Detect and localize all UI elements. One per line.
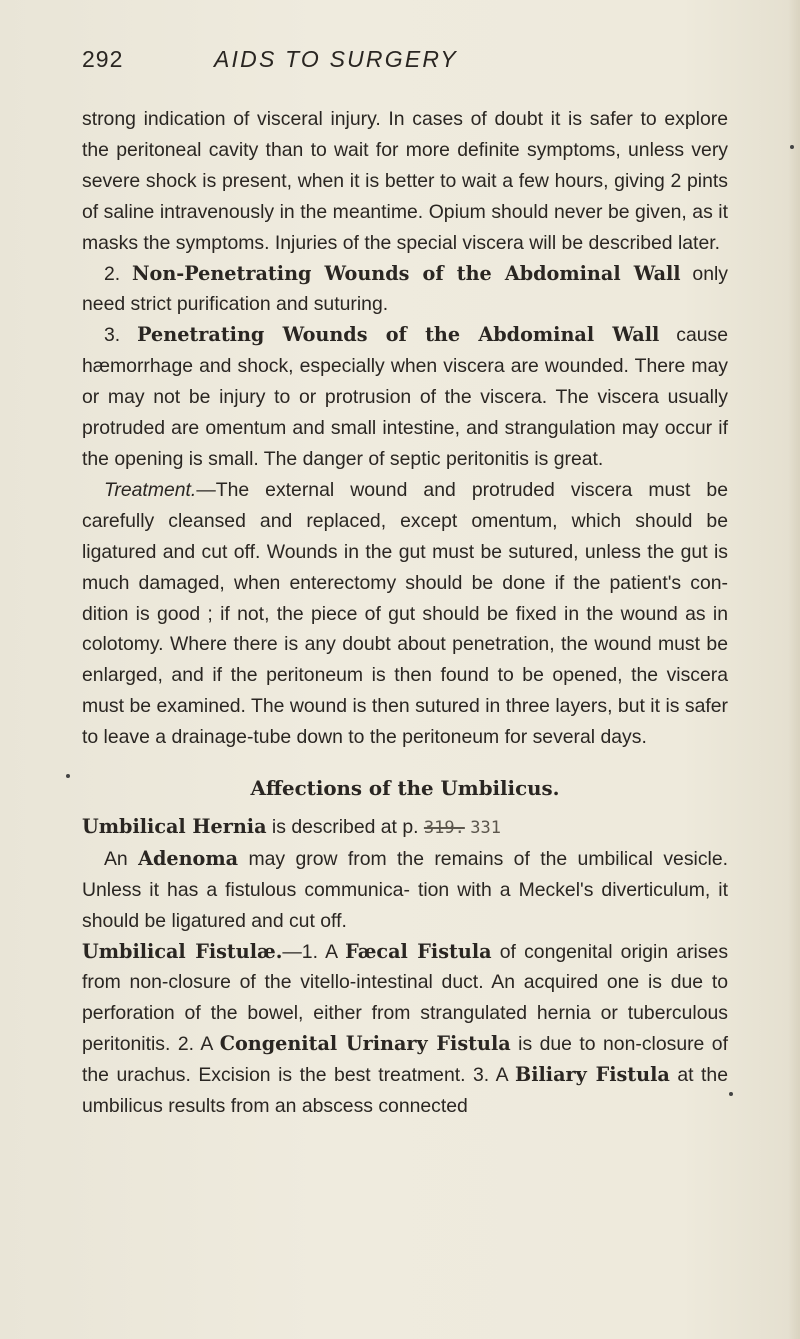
paragraph-text: at the umbilicus results from an abscess connected xyxy=(82,1064,728,1118)
page-edge-shadow xyxy=(788,0,800,1339)
paragraph-text: strong indication of visceral injury. In cases of doubt it is safer to explore the peritoneal cavity than to wait for more definite symptoms, unless very severe shock is present, when it is better to wait a few hours, giving 2 pints of saline intravenously in the meantime. Opium should never be given, as it masks the symptoms. Injuries of the special viscera will be described later. xyxy=(82,108,728,254)
running-title: AIDS TO SURGERY xyxy=(214,46,458,72)
penetrating-heading: Penetrating Wounds of the Abdominal Wall xyxy=(137,323,660,347)
umbilical-fistulae-heading: Umbilical Fistulæ. xyxy=(82,939,283,963)
treatment-label: Treatment. xyxy=(104,478,197,501)
margin-dot xyxy=(66,774,70,778)
margin-dot xyxy=(790,145,794,149)
paragraph-text: is described at p. xyxy=(271,815,419,838)
handwritten-page-reference: 331 xyxy=(470,817,501,838)
body-text xyxy=(82,104,728,1122)
margin-dot xyxy=(729,1092,733,1096)
struck-page-reference: 319. xyxy=(423,817,465,838)
paragraph-text: of congenital origin arises from non-closure of the vitello-intestinal duct. An acquired one is due to perforation of the bowel, either from strangulated hernia or tuberculous peritonitis. 2. A xyxy=(82,940,729,1056)
non-penetrating-heading: Non-Penetrating Wounds of the Abdominal Wall xyxy=(131,261,681,285)
paragraph-text: only need strict purification and suturing. xyxy=(82,262,728,316)
paragraph-text: cause hæmorrhage and shock, especially when viscera are wounded. There may or may not be injury to or protrusion of the viscera. The viscera usually protruded are omentum and small intestine, and strangulation may occur if the opening is small. The danger of septic peritonitis is great. xyxy=(82,324,728,470)
adenoma-heading: Adenoma xyxy=(138,846,239,870)
paragraph-text: —The external wound and protruded viscera must be carefully cleansed and replaced, except omentum, which should be ligatured and cut off. Wounds in the gut must be sutured, unless the gut is much damaged, when enterectomy should be done if the patient's con- dition is good ; if not, the piece of gut should be fixed in the wound as in colotomy. Where there is any doubt about penetration, the wound must be enlarged, and if the peritoneum is then found to be opened, the viscera must be examined. The wound is then sutured in three layers, but it is safer to leave a drainage-tube down to the peritoneum for several days. xyxy=(82,478,728,749)
running-head xyxy=(82,46,722,80)
adenoma-prefix: An xyxy=(104,847,128,870)
biliary-fistula-heading: Biliary Fistula xyxy=(515,1063,670,1087)
paragraph-visceral-injury xyxy=(82,104,728,259)
paragraph-umbilical-fistulae xyxy=(82,937,728,1122)
paragraph-text: is due to non-closure of the urachus. Excision is the best treatment. 3. A xyxy=(82,1033,728,1087)
paragraph-umbilical-hernia xyxy=(82,812,728,844)
paragraph-treatment xyxy=(82,475,728,753)
paragraph-non-penetrating xyxy=(82,259,728,321)
item-number: 2. xyxy=(104,262,121,285)
paragraph-adenoma xyxy=(82,844,728,937)
section-heading-umbilicus: Affections of the Umbilicus. xyxy=(250,776,560,801)
paragraph-text: —1. A xyxy=(282,940,337,963)
paragraph-penetrating xyxy=(82,320,728,475)
urinary-fistula-heading: Congenital Urinary Fistula xyxy=(219,1032,511,1056)
page-number: 292 xyxy=(82,46,124,72)
paragraph-text: may grow from the remains of the umbilical vesicle. Unless it has a fistulous communica- tion with a Meckel's diverticulum, it should be ligatured and cut off. xyxy=(82,847,728,932)
faecal-fistula-heading: Fæcal Fistula xyxy=(345,939,492,963)
umbilical-hernia-heading: Umbilical Hernia xyxy=(82,814,267,838)
item-number: 3. xyxy=(104,324,121,347)
